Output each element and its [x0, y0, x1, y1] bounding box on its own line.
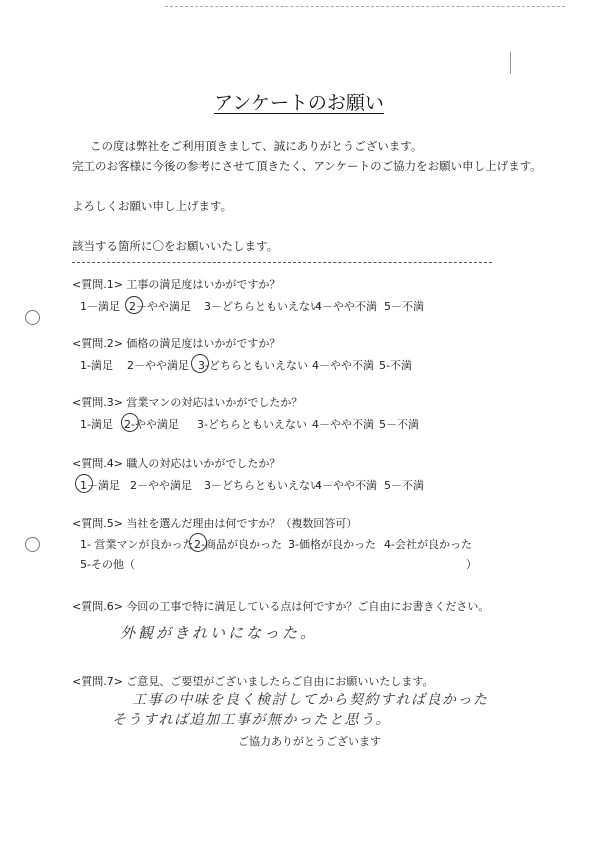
handwritten-answer-7-line-1: 工事の中味を良く検討してから契約すれば良かった [132, 692, 489, 708]
divider [72, 262, 492, 263]
q2-option-3[interactable]: 3-どちらともいえない [198, 359, 308, 372]
question-4-header: <質問.4> 職人の対応はいかがでしたか？ [72, 457, 281, 470]
punch-hole [25, 537, 40, 552]
q2-option-4[interactable]: 4－やや不満 [312, 359, 374, 372]
q4-option-4[interactable]: 4－やや不満 [315, 479, 377, 492]
q3-option-2[interactable]: 2-やや満足 [124, 418, 179, 431]
handwritten-answer-7-line-2: そうすれば追加工事が無かったと思う。 [112, 712, 391, 728]
question-1-header: <質問.1> 工事の満足度はいかがですか？ [72, 278, 281, 291]
selection-circle-mark [189, 533, 207, 552]
intro-line: よろしくお願い申し上げます。 [72, 199, 233, 213]
q1-option-1[interactable]: 1－満足 [80, 300, 120, 313]
selection-circle-mark [121, 413, 139, 432]
q5-option-4[interactable]: 4-会社が良かった [384, 538, 472, 551]
q5-option-1[interactable]: 1- 営業マンが良かった [80, 538, 194, 551]
q3-option-1[interactable]: 1-満足 [80, 418, 113, 431]
q3-option-3[interactable]: 3-どちらともいえない [197, 418, 307, 431]
question-7-header: <質問.7> ご意見、ご要望がございましたらご自由にお願いいたします。 [72, 675, 434, 688]
scan-edge-line [165, 6, 565, 7]
q2-option-2[interactable]: 2－やや満足 [127, 359, 189, 372]
q2-option-1[interactable]: 1-満足 [80, 359, 113, 372]
question-5-header: <質問.5> 当社を選んだ理由は何ですか？（複数回答可） [72, 517, 358, 530]
q5-other-label: 5-その他（ [80, 558, 135, 571]
q5-option-2[interactable]: 2-商品が良かった [194, 538, 282, 551]
intro-line: この度は弊社をご利用頂きまして、誠にありがとうございます。 [90, 139, 423, 153]
selection-circle-mark [75, 474, 93, 493]
question-3-header: <質問.3> 営業マンの対応はいかがでしたか？ [72, 396, 303, 409]
q2-option-5[interactable]: 5-不満 [379, 359, 412, 372]
question-2-header: <質問.2> 価格の満足度はいかがですか？ [72, 337, 281, 350]
selection-circle-mark [125, 296, 143, 314]
q1-option-3[interactable]: 3－どちらともいえない [204, 300, 321, 313]
selection-circle-mark [191, 354, 209, 373]
q3-option-5[interactable]: 5－不満 [379, 418, 419, 431]
q1-option-2[interactable]: 2－やや満足 [129, 300, 191, 313]
q4-option-3[interactable]: 3－どちらともいえない [204, 479, 321, 492]
q4-option-1[interactable]: 1－満足 [80, 479, 120, 492]
q3-option-4[interactable]: 4－やや不満 [312, 418, 374, 431]
page-title: アンケートのお願い [214, 92, 384, 114]
question-6-header: <質問.6> 今回の工事で特に満足している点は何ですか？ご自由にお書きください。 [72, 600, 490, 613]
q1-option-4[interactable]: 4－やや不満 [315, 300, 377, 313]
instruction-line: 該当する箇所に〇をお願いいたします。 [72, 239, 279, 253]
q4-option-5[interactable]: 5－不満 [384, 479, 424, 492]
intro-line: 完工のお客様に今後の参考にさせて頂きたく、アンケートのご協力をお願い申し上げます。 [72, 159, 542, 173]
closing-text: ご協力ありがとうございます [238, 735, 381, 748]
q1-option-5[interactable]: 5－不満 [384, 300, 424, 313]
handwritten-answer-6: 外観がきれいになった。 [120, 624, 319, 642]
punch-hole [25, 310, 40, 325]
scan-mark [510, 52, 511, 74]
q4-option-2[interactable]: 2－やや満足 [130, 479, 192, 492]
q5-option-3[interactable]: 3-価格が良かった [288, 538, 376, 551]
q5-other-close: ） [466, 558, 477, 571]
